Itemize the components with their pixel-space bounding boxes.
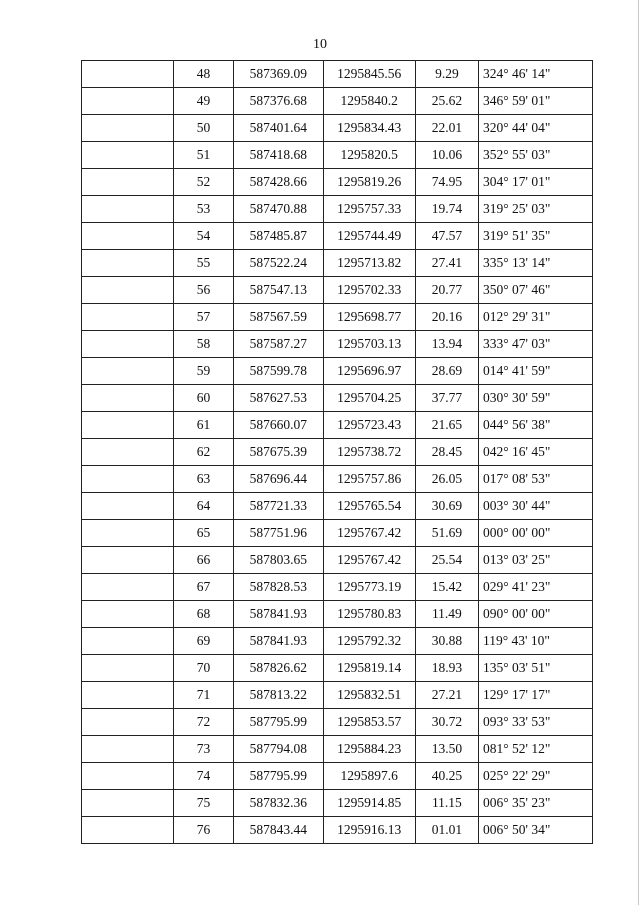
x-coordinate-cell: 587547.13	[233, 277, 323, 304]
point-number-cell: 72	[174, 709, 234, 736]
table-row	[82, 304, 593, 331]
bearing-cell: 003° 30' 44"	[479, 493, 593, 520]
table-row	[82, 142, 593, 169]
blank-cell	[82, 223, 174, 250]
bearing-cell: 000° 00' 00"	[479, 520, 593, 547]
x-coordinate-cell: 587803.65	[233, 547, 323, 574]
point-number-cell: 64	[174, 493, 234, 520]
x-coordinate-cell: 587843.44	[233, 817, 323, 844]
blank-cell	[82, 385, 174, 412]
point-number-cell: 62	[174, 439, 234, 466]
point-number-cell: 49	[174, 88, 234, 115]
point-number-cell: 58	[174, 331, 234, 358]
point-number-cell: 50	[174, 115, 234, 142]
y-coordinate-cell: 1295704.25	[323, 385, 415, 412]
blank-cell	[82, 358, 174, 385]
point-number-cell: 54	[174, 223, 234, 250]
distance-cell: 01.01	[415, 817, 478, 844]
y-coordinate-cell: 1295853.57	[323, 709, 415, 736]
y-coordinate-cell: 1295713.82	[323, 250, 415, 277]
blank-cell	[82, 790, 174, 817]
x-coordinate-cell: 587485.87	[233, 223, 323, 250]
bearing-cell: 006° 50' 34"	[479, 817, 593, 844]
table-row	[82, 466, 593, 493]
x-coordinate-cell: 587828.53	[233, 574, 323, 601]
x-coordinate-cell: 587751.96	[233, 520, 323, 547]
y-coordinate-cell: 1295914.85	[323, 790, 415, 817]
table-row	[82, 520, 593, 547]
blank-cell	[82, 250, 174, 277]
table-row	[82, 493, 593, 520]
blank-cell	[82, 628, 174, 655]
blank-cell	[82, 196, 174, 223]
point-number-cell: 57	[174, 304, 234, 331]
distance-cell: 74.95	[415, 169, 478, 196]
distance-cell: 28.69	[415, 358, 478, 385]
coordinates-table	[81, 60, 593, 844]
blank-cell	[82, 682, 174, 709]
x-coordinate-cell: 587522.24	[233, 250, 323, 277]
table-row	[82, 169, 593, 196]
point-number-cell: 61	[174, 412, 234, 439]
blank-cell	[82, 763, 174, 790]
bearing-cell: 119° 43' 10"	[479, 628, 593, 655]
blank-cell	[82, 115, 174, 142]
distance-cell: 9.29	[415, 61, 478, 88]
y-coordinate-cell: 1295820.5	[323, 142, 415, 169]
blank-cell	[82, 709, 174, 736]
y-coordinate-cell: 1295897.6	[323, 763, 415, 790]
distance-cell: 11.49	[415, 601, 478, 628]
distance-cell: 30.69	[415, 493, 478, 520]
distance-cell: 30.72	[415, 709, 478, 736]
bearing-cell: 025° 22' 29"	[479, 763, 593, 790]
blank-cell	[82, 439, 174, 466]
point-number-cell: 73	[174, 736, 234, 763]
bearing-cell: 017° 08' 53"	[479, 466, 593, 493]
point-number-cell: 69	[174, 628, 234, 655]
distance-cell: 28.45	[415, 439, 478, 466]
x-coordinate-cell: 587721.33	[233, 493, 323, 520]
distance-cell: 25.54	[415, 547, 478, 574]
page-number: 10	[313, 37, 327, 52]
y-coordinate-cell: 1295819.26	[323, 169, 415, 196]
distance-cell: 27.41	[415, 250, 478, 277]
x-coordinate-cell: 587794.08	[233, 736, 323, 763]
table-row	[82, 358, 593, 385]
distance-cell: 11.15	[415, 790, 478, 817]
distance-cell: 22.01	[415, 115, 478, 142]
point-number-cell: 65	[174, 520, 234, 547]
point-number-cell: 74	[174, 763, 234, 790]
table-row	[82, 709, 593, 736]
x-coordinate-cell: 587369.09	[233, 61, 323, 88]
coordinates-table-body	[82, 61, 593, 844]
x-coordinate-cell: 587376.68	[233, 88, 323, 115]
bearing-cell: 319° 25' 03"	[479, 196, 593, 223]
x-coordinate-cell: 587428.66	[233, 169, 323, 196]
bearing-cell: 319° 51' 35"	[479, 223, 593, 250]
blank-cell	[82, 655, 174, 682]
x-coordinate-cell: 587696.44	[233, 466, 323, 493]
x-coordinate-cell: 587795.99	[233, 709, 323, 736]
table-row	[82, 61, 593, 88]
y-coordinate-cell: 1295792.32	[323, 628, 415, 655]
bearing-cell: 042° 16' 45"	[479, 439, 593, 466]
point-number-cell: 66	[174, 547, 234, 574]
table-row	[82, 736, 593, 763]
distance-cell: 25.62	[415, 88, 478, 115]
distance-cell: 15.42	[415, 574, 478, 601]
y-coordinate-cell: 1295780.83	[323, 601, 415, 628]
x-coordinate-cell: 587418.68	[233, 142, 323, 169]
blank-cell	[82, 466, 174, 493]
y-coordinate-cell: 1295834.43	[323, 115, 415, 142]
table-row	[82, 223, 593, 250]
bearing-cell: 346° 59' 01"	[479, 88, 593, 115]
point-number-cell: 51	[174, 142, 234, 169]
point-number-cell: 71	[174, 682, 234, 709]
table-row	[82, 277, 593, 304]
x-coordinate-cell: 587587.27	[233, 331, 323, 358]
blank-cell	[82, 493, 174, 520]
bearing-cell: 029° 41' 23"	[479, 574, 593, 601]
blank-cell	[82, 304, 174, 331]
page-edge	[638, 0, 639, 905]
y-coordinate-cell: 1295703.13	[323, 331, 415, 358]
y-coordinate-cell: 1295696.97	[323, 358, 415, 385]
point-number-cell: 68	[174, 601, 234, 628]
blank-cell	[82, 601, 174, 628]
table-row	[82, 439, 593, 466]
y-coordinate-cell: 1295767.42	[323, 520, 415, 547]
x-coordinate-cell: 587627.53	[233, 385, 323, 412]
distance-cell: 37.77	[415, 385, 478, 412]
y-coordinate-cell: 1295884.23	[323, 736, 415, 763]
distance-cell: 19.74	[415, 196, 478, 223]
x-coordinate-cell: 587826.62	[233, 655, 323, 682]
y-coordinate-cell: 1295698.77	[323, 304, 415, 331]
x-coordinate-cell: 587675.39	[233, 439, 323, 466]
blank-cell	[82, 817, 174, 844]
table-row	[82, 655, 593, 682]
point-number-cell: 52	[174, 169, 234, 196]
table-row	[82, 817, 593, 844]
point-number-cell: 63	[174, 466, 234, 493]
table-row	[82, 547, 593, 574]
distance-cell: 18.93	[415, 655, 478, 682]
x-coordinate-cell: 587832.36	[233, 790, 323, 817]
bearing-cell: 014° 41' 59"	[479, 358, 593, 385]
distance-cell: 47.57	[415, 223, 478, 250]
distance-cell: 20.77	[415, 277, 478, 304]
bearing-cell: 324° 46' 14"	[479, 61, 593, 88]
bearing-cell: 335° 13' 14"	[479, 250, 593, 277]
x-coordinate-cell: 587401.64	[233, 115, 323, 142]
blank-cell	[82, 574, 174, 601]
point-number-cell: 56	[174, 277, 234, 304]
bearing-cell: 044° 56' 38"	[479, 412, 593, 439]
x-coordinate-cell: 587567.59	[233, 304, 323, 331]
table-row	[82, 88, 593, 115]
y-coordinate-cell: 1295832.51	[323, 682, 415, 709]
distance-cell: 10.06	[415, 142, 478, 169]
blank-cell	[82, 412, 174, 439]
bearing-cell: 006° 35' 23"	[479, 790, 593, 817]
table-row	[82, 385, 593, 412]
blank-cell	[82, 277, 174, 304]
table-row	[82, 682, 593, 709]
distance-cell: 27.21	[415, 682, 478, 709]
y-coordinate-cell: 1295845.56	[323, 61, 415, 88]
bearing-cell: 320° 44' 04"	[479, 115, 593, 142]
y-coordinate-cell: 1295767.42	[323, 547, 415, 574]
bearing-cell: 030° 30' 59"	[479, 385, 593, 412]
y-coordinate-cell: 1295738.72	[323, 439, 415, 466]
table-row	[82, 196, 593, 223]
point-number-cell: 60	[174, 385, 234, 412]
blank-cell	[82, 169, 174, 196]
x-coordinate-cell: 587470.88	[233, 196, 323, 223]
point-number-cell: 48	[174, 61, 234, 88]
distance-cell: 13.50	[415, 736, 478, 763]
bearing-cell: 135° 03' 51"	[479, 655, 593, 682]
table-row	[82, 250, 593, 277]
blank-cell	[82, 547, 174, 574]
x-coordinate-cell: 587841.93	[233, 628, 323, 655]
x-coordinate-cell: 587599.78	[233, 358, 323, 385]
y-coordinate-cell: 1295757.33	[323, 196, 415, 223]
distance-cell: 26.05	[415, 466, 478, 493]
bearing-cell: 090° 00' 00"	[479, 601, 593, 628]
x-coordinate-cell: 587813.22	[233, 682, 323, 709]
distance-cell: 30.88	[415, 628, 478, 655]
blank-cell	[82, 520, 174, 547]
distance-cell: 13.94	[415, 331, 478, 358]
table-row	[82, 790, 593, 817]
blank-cell	[82, 142, 174, 169]
y-coordinate-cell: 1295744.49	[323, 223, 415, 250]
y-coordinate-cell: 1295702.33	[323, 277, 415, 304]
point-number-cell: 67	[174, 574, 234, 601]
blank-cell	[82, 736, 174, 763]
point-number-cell: 59	[174, 358, 234, 385]
table-row	[82, 115, 593, 142]
bearing-cell: 129° 17' 17"	[479, 682, 593, 709]
bearing-cell: 012° 29' 31"	[479, 304, 593, 331]
blank-cell	[82, 331, 174, 358]
y-coordinate-cell: 1295757.86	[323, 466, 415, 493]
y-coordinate-cell: 1295723.43	[323, 412, 415, 439]
x-coordinate-cell: 587841.93	[233, 601, 323, 628]
point-number-cell: 70	[174, 655, 234, 682]
point-number-cell: 76	[174, 817, 234, 844]
x-coordinate-cell: 587795.99	[233, 763, 323, 790]
bearing-cell: 352° 55' 03"	[479, 142, 593, 169]
bearing-cell: 333° 47' 03"	[479, 331, 593, 358]
x-coordinate-cell: 587660.07	[233, 412, 323, 439]
blank-cell	[82, 88, 174, 115]
y-coordinate-cell: 1295765.54	[323, 493, 415, 520]
distance-cell: 51.69	[415, 520, 478, 547]
table-row	[82, 601, 593, 628]
bearing-cell: 350° 07' 46"	[479, 277, 593, 304]
y-coordinate-cell: 1295840.2	[323, 88, 415, 115]
distance-cell: 40.25	[415, 763, 478, 790]
bearing-cell: 081° 52' 12"	[479, 736, 593, 763]
table-row	[82, 763, 593, 790]
point-number-cell: 75	[174, 790, 234, 817]
distance-cell: 21.65	[415, 412, 478, 439]
y-coordinate-cell: 1295916.13	[323, 817, 415, 844]
y-coordinate-cell: 1295773.19	[323, 574, 415, 601]
point-number-cell: 55	[174, 250, 234, 277]
distance-cell: 20.16	[415, 304, 478, 331]
point-number-cell: 53	[174, 196, 234, 223]
y-coordinate-cell: 1295819.14	[323, 655, 415, 682]
bearing-cell: 093° 33' 53"	[479, 709, 593, 736]
table-row	[82, 412, 593, 439]
table-row	[82, 628, 593, 655]
bearing-cell: 304° 17' 01"	[479, 169, 593, 196]
table-row	[82, 331, 593, 358]
table-row	[82, 574, 593, 601]
blank-cell	[82, 61, 174, 88]
bearing-cell: 013° 03' 25"	[479, 547, 593, 574]
